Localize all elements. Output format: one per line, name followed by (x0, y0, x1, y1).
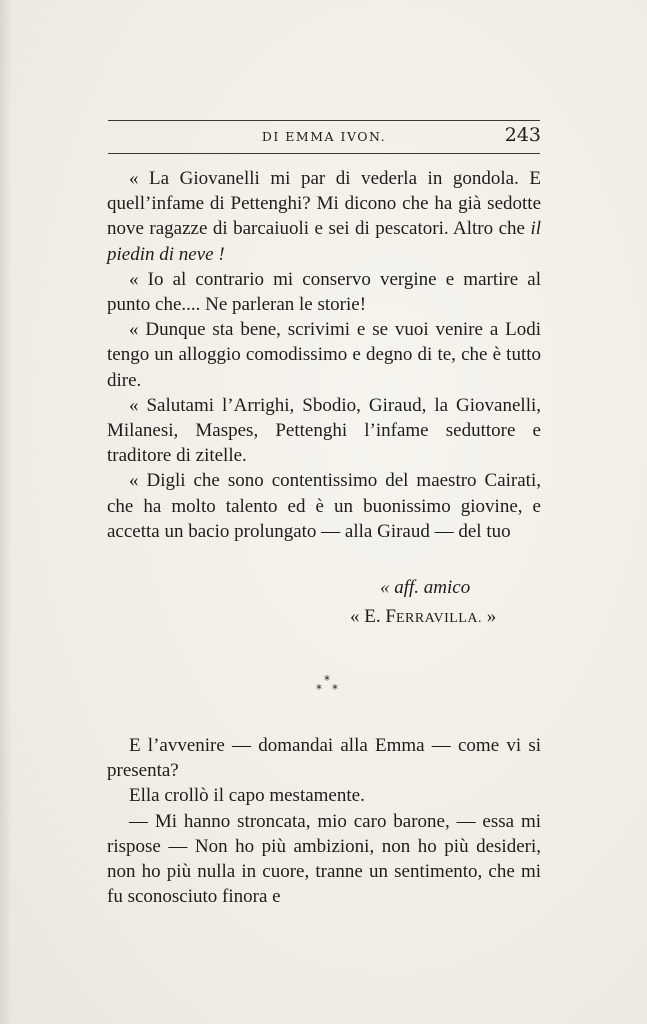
letter-italic-text: il piedin di neve ! (107, 218, 541, 265)
asterisk-left: * (316, 682, 322, 696)
section-separator-asterism (308, 673, 348, 703)
letter-paragraph (107, 166, 541, 267)
letter-paragraph: « Io al contrario mi conservo vergine e martire al punto che.... Ne parleran le storie! (107, 268, 541, 316)
narrative-paragraph: E l’avvenire — domandai alla Emma — come vi si presenta? (107, 735, 541, 782)
page-number: 243 (504, 124, 541, 146)
letter-signature (350, 606, 496, 628)
letter-body (107, 166, 541, 544)
narrative-body (107, 733, 541, 909)
header-rule-top (108, 120, 540, 121)
signature-initial: « E. F (350, 606, 396, 627)
letter-text: « La Giovanelli mi par di vederla in gondola. E quell’infame di Pettenghi? Mi dicono che ha già sedotte nove ragazze di barcaiuoli e sei di pescatori. Altro che (107, 168, 541, 240)
signature-close-quote: » (481, 606, 497, 627)
narrative-paragraph: — Mi hanno stroncata, mio caro barone, — essa mi rispose — Non ho più ambizioni, non ho più desideri, non ho più nulla in cuore, tranne un sentimento, che mi fu sconosciuto finora e (107, 810, 541, 908)
signature-small-caps: ERRAVILLA. (395, 611, 482, 626)
asterisk-right: * (332, 682, 338, 696)
header-rule-bottom (108, 153, 540, 154)
letter-paragraph: « Dunque sta bene, scrivimi e se vuoi venire a Lodi tengo un alloggio comodissimo e degno di te, che è tutto dire. (107, 319, 541, 391)
letter-closing: « aff. amico (380, 577, 471, 598)
page-gutter-shadow (0, 0, 12, 1024)
running-title: DI EMMA IVON. (261, 129, 387, 144)
letter-paragraph: « Digli che sono contentissimo del maestro Cairati, che ha molto talento ed è un buonissimo giovine, e accetta un bacio prolungato — alla Giraud — del tuo (107, 470, 541, 542)
asterisk-top: * (324, 673, 330, 687)
letter-paragraph: « Salutami l’Arrighi, Sbodio, Giraud, la Giovanelli, Milanesi, Maspes, Pettenghi l’infame seduttore e traditore di zitelle. (107, 394, 541, 467)
narrative-paragraph: Ella crollò il capo mestamente. (129, 785, 365, 807)
